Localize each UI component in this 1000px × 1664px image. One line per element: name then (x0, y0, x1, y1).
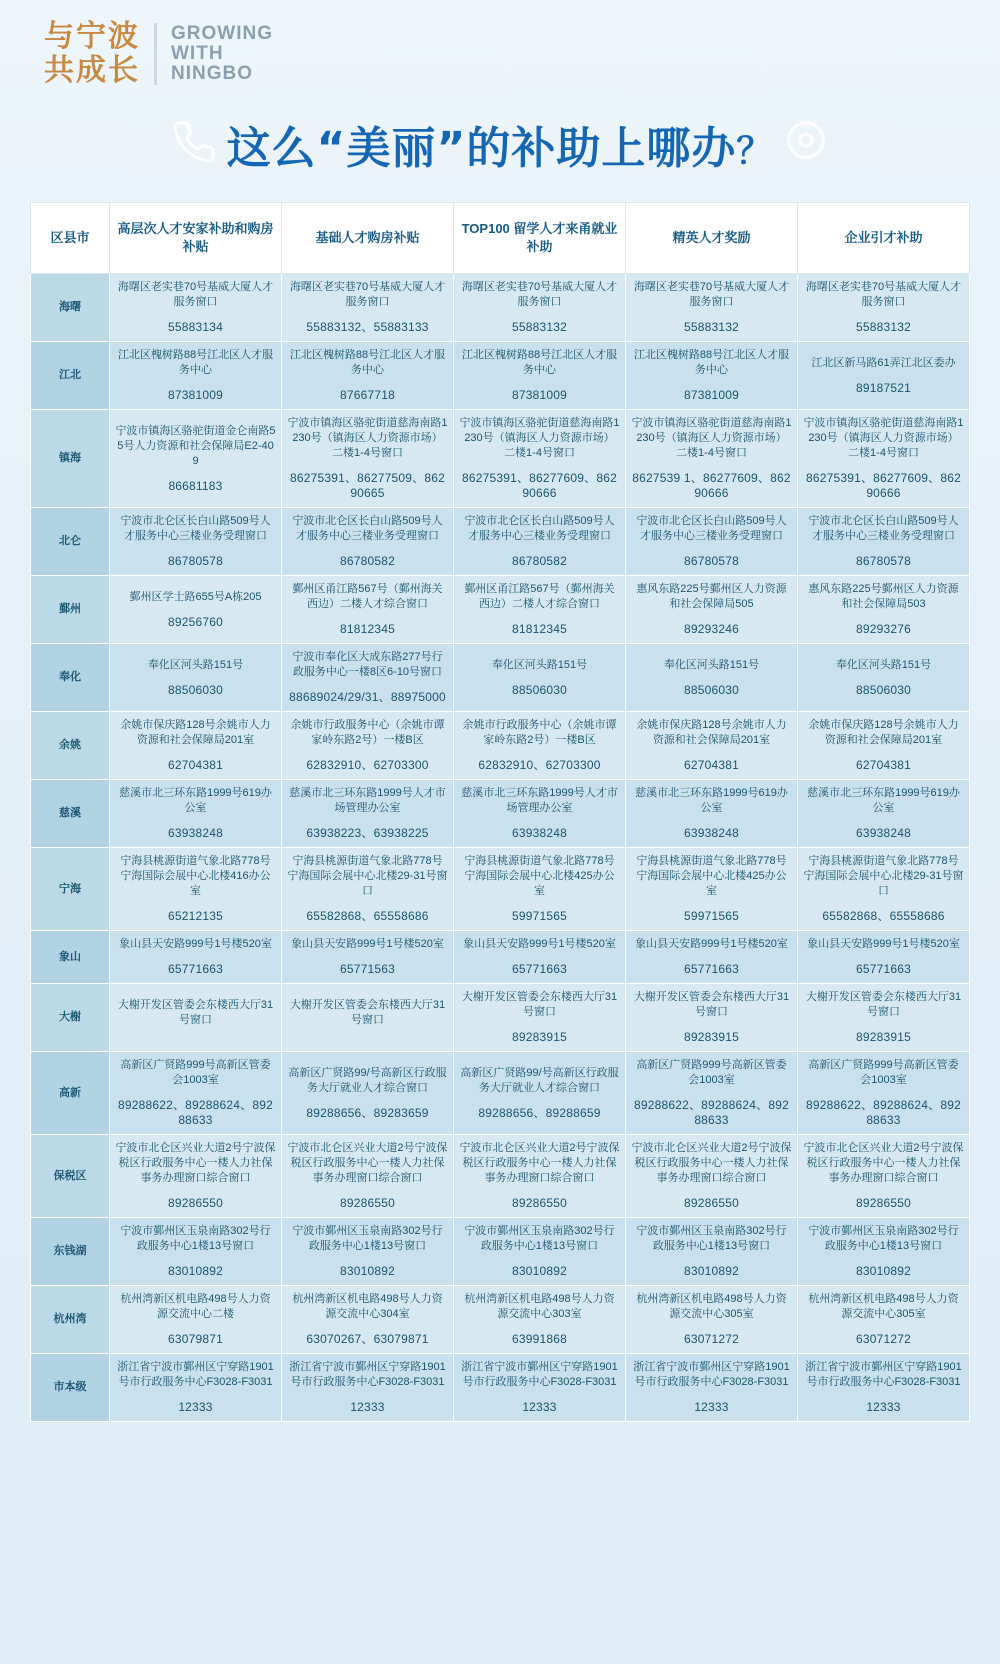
logo-english-line3: NINGBO (171, 63, 253, 84)
service-phone: 88506030 (512, 682, 567, 697)
service-address: 宁波市北仑区长白山路509号人才服务中心三楼业务受理窗口 (120, 515, 271, 542)
service-phone: 55883132 (684, 320, 739, 334)
service-phone: 65771563 (340, 962, 395, 976)
logo-english-line2: WITH (171, 43, 224, 64)
service-phone: 65771663 (684, 962, 739, 976)
title-row (0, 112, 1000, 176)
service-address: 海曙区老实巷70号基威大厦人才服务窗口 (289, 281, 446, 308)
region-label: 余姚 (31, 712, 110, 780)
region-label: 大榭 (31, 984, 110, 1052)
service-phone: 83010892 (684, 1264, 739, 1278)
service-address: 杭州湾新区机电路498号人力资源交流中心二楼 (120, 1293, 271, 1320)
region-label: 杭州湾 (31, 1286, 110, 1354)
service-phone: 63079871 (168, 1332, 223, 1346)
service-phone: 89286550 (340, 1196, 395, 1210)
table-row (31, 644, 970, 712)
service-phone: 88506030 (856, 682, 911, 697)
service-address: 宁波市奉化区大成东路277号行政服务中心一楼8区6-10号窗口 (292, 651, 443, 678)
service-phone: 63071272 (856, 1332, 911, 1346)
region-label: 奉化 (31, 644, 110, 712)
service-address: 象山县天安路999号1号楼520室 (119, 938, 272, 950)
service-phone: 89286550 (168, 1196, 223, 1210)
service-window-cell (282, 1218, 454, 1286)
service-address: 江北区槐树路88号江北区人才服务中心 (289, 349, 446, 376)
table-row (31, 508, 970, 576)
service-address: 象山县天安路999号1号楼520室 (635, 938, 788, 950)
service-address: 宁波市北仑区兴业大道2号宁波保税区行政服务中心一楼人力社保事务办理窗口综合窗口 (803, 1142, 964, 1184)
service-window-cell (454, 984, 626, 1052)
service-phone: 89293276 (856, 622, 911, 636)
location-pin-icon (783, 119, 829, 170)
page-title-text: 这么“美丽”的补助上哪办 (226, 123, 737, 174)
service-address: 高新区广贤路999号高新区管委会1003室 (636, 1059, 787, 1086)
service-window-cell (626, 1354, 798, 1422)
service-address: 海曙区老实巷70号基威大厦人才服务窗口 (633, 281, 790, 308)
service-address: 宁波市镇海区骆驼街道慈海南路1230号（镇海区人力资源市场）二楼1-4号窗口 (459, 417, 620, 459)
service-phone: 86275391、86277609、86290666 (805, 471, 961, 500)
column-header-region: 区县市 (31, 203, 110, 274)
service-phone: 89288622、89288624、89288633 (805, 1098, 961, 1127)
service-phone: 12333 (178, 1400, 213, 1414)
service-window-cell (110, 1354, 282, 1422)
region-label: 慈溪 (31, 780, 110, 848)
service-address: 奉化区河头路151号 (147, 658, 244, 671)
region-label: 东钱湖 (31, 1218, 110, 1286)
service-address: 宁波市北仑区长白山路509号人才服务中心三楼业务受理窗口 (464, 515, 615, 542)
service-phone: 65582868、65558686 (306, 909, 429, 923)
service-address: 杭州湾新区机电路498号人力资源交流中心304室 (292, 1293, 443, 1320)
service-phone: 87381009 (512, 388, 567, 402)
service-window-cell (798, 1135, 970, 1218)
service-window-cell (282, 410, 454, 508)
service-address: 象山县天安路999号1号楼520室 (291, 938, 444, 950)
service-window-cell (798, 984, 970, 1052)
service-address: 宁波市北仑区长白山路509号人才服务中心三楼业务受理窗口 (636, 515, 787, 542)
logo-chinese (44, 19, 140, 88)
service-phone: 88689024/29/31、88975000 (289, 690, 446, 704)
subsidy-table-container (30, 202, 970, 1422)
service-window-cell (798, 712, 970, 780)
service-phone: 55883132 (856, 320, 911, 334)
service-window-cell (282, 1052, 454, 1135)
service-window-cell (454, 712, 626, 780)
service-address: 大榭开发区管委会东楼西大厅31号窗口 (805, 991, 962, 1018)
service-address: 宁波市鄞州区玉泉南路302号行政服务中心1楼13号窗口 (636, 1225, 787, 1252)
service-window-cell (798, 1052, 970, 1135)
service-address: 浙江省宁波市鄞州区宁穿路1901号市行政服务中心F3028-F3031 (461, 1361, 618, 1388)
service-window-cell (626, 848, 798, 931)
service-phone: 89283915 (512, 1030, 567, 1044)
service-address: 宁波市镇海区骆驼街道慈海南路1230号（镇海区人力资源市场）二楼1-4号窗口 (803, 417, 964, 459)
service-window-cell (282, 984, 454, 1052)
table-row (31, 931, 970, 984)
region-label: 保税区 (31, 1135, 110, 1218)
service-phone: 88506030 (684, 682, 739, 697)
service-phone: 63070267、63079871 (306, 1332, 429, 1346)
service-window-cell (282, 712, 454, 780)
service-phone: 59971565 (684, 909, 739, 923)
service-phone: 65582868、65558686 (822, 909, 945, 923)
service-address: 余姚市行政服务中心（余姚市谭家岭东路2号）一楼B区 (462, 719, 617, 746)
service-address: 慈溪市北三环东路1999号619办公室 (119, 787, 272, 814)
service-window-cell (626, 1052, 798, 1135)
table-row (31, 1354, 970, 1422)
service-address: 杭州湾新区机电路498号人力资源交流中心305室 (636, 1293, 787, 1320)
service-phone: 89256760 (168, 614, 223, 629)
table-row (31, 274, 970, 342)
service-window-cell (798, 342, 970, 410)
subsidy-table (30, 202, 970, 1422)
service-window-cell (626, 984, 798, 1052)
service-phone: 62832910、62703300 (478, 758, 601, 772)
service-window-cell (282, 508, 454, 576)
service-window-cell (454, 1354, 626, 1422)
service-phone: 89288656、89288659 (478, 1105, 601, 1120)
service-phone: 62704381 (684, 758, 739, 772)
service-window-cell (282, 576, 454, 644)
service-address: 浙江省宁波市鄞州区宁穿路1901号市行政服务中心F3028-F3031 (805, 1361, 962, 1388)
logo-english (171, 24, 273, 84)
service-window-cell (282, 274, 454, 342)
phone-icon (171, 119, 217, 170)
service-phone: 63938248 (856, 826, 911, 840)
service-address: 大榭开发区管委会东楼西大厅31号窗口 (289, 998, 446, 1026)
service-address: 余姚市保庆路128号余姚市人力资源和社会保障局201室 (636, 719, 787, 746)
service-address: 宁海县桃源街道气象北路778号宁海国际会展中心北楼425办公室 (636, 855, 787, 897)
region-label: 宁海 (31, 848, 110, 931)
service-phone: 63938223、63938225 (306, 826, 429, 840)
service-phone: 62704381 (856, 758, 911, 772)
service-phone: 12333 (350, 1400, 385, 1414)
service-window-cell (454, 508, 626, 576)
service-address: 奉化区河头路151号 (663, 658, 760, 671)
service-window-cell (798, 780, 970, 848)
service-phone: 63071272 (684, 1332, 739, 1346)
service-address: 宁波市北仑区兴业大道2号宁波保税区行政服务中心一楼人力社保事务办理窗口综合窗口 (459, 1142, 620, 1184)
service-address: 宁海县桃源街道气象北路778号宁海国际会展中心北楼29-31号窗口 (287, 855, 448, 897)
service-phone: 83010892 (512, 1264, 567, 1278)
service-phone: 83010892 (856, 1264, 911, 1278)
service-phone: 86780578 (168, 554, 223, 568)
service-address: 高新区广贤路99/号高新区行政服务大厅就业人才综合窗口 (288, 1066, 447, 1094)
service-window-cell (110, 848, 282, 931)
table-header (31, 203, 970, 274)
service-phone: 86275391、86277609、86290666 (461, 471, 617, 500)
service-window-cell (454, 780, 626, 848)
service-window-cell (110, 1286, 282, 1354)
service-window-cell (282, 848, 454, 931)
service-address: 宁海县桃源街道气象北路778号宁海国际会展中心北楼29-31号窗口 (803, 855, 964, 897)
service-phone: 63938248 (512, 826, 567, 840)
service-phone: 86780578 (684, 554, 739, 568)
service-address: 慈溪市北三环东路1999号人才市场管理办公室 (461, 787, 618, 814)
service-address: 惠风东路225号鄞州区人力资源和社会保障局503 (808, 583, 959, 610)
service-phone: 89283915 (684, 1030, 739, 1044)
logo-english-line1: GROWING (171, 23, 273, 44)
region-label: 鄞州 (31, 576, 110, 644)
region-label: 象山 (31, 931, 110, 984)
service-phone: 12333 (694, 1400, 729, 1414)
table-row (31, 1218, 970, 1286)
service-phone: 55883132、55883133 (306, 320, 429, 334)
service-phone: 8627539 1、86277609、86290666 (632, 471, 791, 500)
table-header-row (31, 203, 970, 274)
service-address: 奉化区河头路151号 (835, 658, 932, 671)
service-window-cell (626, 780, 798, 848)
service-address: 大榭开发区管委会东楼西大厅31号窗口 (117, 998, 274, 1026)
service-phone: 87381009 (168, 388, 223, 402)
service-phone: 55883134 (168, 320, 223, 334)
service-address: 浙江省宁波市鄞州区宁穿路1901号市行政服务中心F3028-F3031 (633, 1361, 790, 1388)
column-header-basic-housing: 基础人才购房补贴 (282, 203, 454, 274)
service-window-cell (626, 1286, 798, 1354)
service-address: 宁海县桃源街道气象北路778号宁海国际会展中心北楼416办公室 (120, 855, 271, 897)
service-phone: 89286550 (512, 1196, 567, 1210)
service-address: 鄞州区甬江路567号（鄞州海关西边）二楼人才综合窗口 (292, 583, 443, 610)
service-window-cell (282, 644, 454, 712)
service-window-cell (798, 410, 970, 508)
service-window-cell (110, 508, 282, 576)
service-window-cell (798, 848, 970, 931)
service-phone: 88506030 (168, 682, 223, 697)
service-window-cell (454, 1218, 626, 1286)
table-row (31, 1052, 970, 1135)
service-phone: 63938248 (168, 826, 223, 840)
service-phone: 89187521 (856, 380, 911, 395)
service-window-cell (626, 712, 798, 780)
service-window-cell (454, 931, 626, 984)
service-phone: 86780582 (512, 554, 567, 568)
service-phone: 89288656、89283659 (306, 1105, 429, 1120)
service-phone: 86275391、86277509、86290665 (289, 471, 445, 500)
service-phone: 63938248 (684, 826, 739, 840)
service-address: 鄞州区学士路655号A栋205 (129, 590, 262, 603)
service-phone: 62832910、62703300 (306, 758, 429, 772)
service-window-cell (110, 931, 282, 984)
service-window-cell (626, 508, 798, 576)
service-window-cell (454, 1052, 626, 1135)
service-address: 慈溪市北三环东路1999号619办公室 (635, 787, 788, 814)
service-window-cell (626, 1218, 798, 1286)
service-window-cell (282, 1286, 454, 1354)
service-phone: 87667718 (340, 388, 395, 402)
service-window-cell (798, 1354, 970, 1422)
region-label: 海曙 (31, 274, 110, 342)
service-window-cell (110, 984, 282, 1052)
service-address: 宁海县桃源街道气象北路778号宁海国际会展中心北楼425办公室 (464, 855, 615, 897)
table-row (31, 712, 970, 780)
service-window-cell (626, 1135, 798, 1218)
service-window-cell (454, 342, 626, 410)
table-body (31, 274, 970, 1422)
service-window-cell (454, 1286, 626, 1354)
service-address: 江北区槐树路88号江北区人才服务中心 (633, 349, 790, 376)
service-address: 宁波市鄞州区玉泉南路302号行政服务中心1楼13号窗口 (464, 1225, 615, 1252)
service-phone: 87381009 (684, 388, 739, 402)
service-phone: 89288622、89288624、89288633 (633, 1098, 789, 1127)
service-phone: 65771663 (512, 962, 567, 976)
service-address: 惠风东路225号鄞州区人力资源和社会保障局505 (636, 583, 787, 610)
service-window-cell (110, 1135, 282, 1218)
service-window-cell (110, 1218, 282, 1286)
logo-divider (154, 23, 157, 85)
service-address: 海曙区老实巷70号基威大厦人才服务窗口 (805, 281, 962, 308)
service-window-cell (454, 1135, 626, 1218)
service-phone: 89286550 (856, 1196, 911, 1210)
page-title (227, 112, 774, 176)
service-phone: 89283915 (856, 1030, 911, 1044)
table-row (31, 576, 970, 644)
service-phone: 62704381 (168, 758, 223, 772)
region-label: 江北 (31, 342, 110, 410)
service-phone: 81812345 (340, 622, 395, 636)
service-window-cell (110, 644, 282, 712)
service-window-cell (454, 848, 626, 931)
service-phone: 12333 (866, 1400, 901, 1414)
service-address: 高新区广贤路99/号高新区行政服务大厅就业人才综合窗口 (460, 1066, 619, 1094)
logo-chinese-line2: 共成长 (44, 53, 140, 88)
region-label: 高新 (31, 1052, 110, 1135)
service-window-cell (110, 576, 282, 644)
service-window-cell (454, 576, 626, 644)
service-address: 宁波市北仑区长白山路509号人才服务中心三楼业务受理窗口 (808, 515, 959, 542)
service-address: 宁波市镇海区骆驼街道慈海南路1230号（镇海区人力资源市场）二楼1-4号窗口 (287, 417, 448, 459)
service-window-cell (798, 1286, 970, 1354)
service-address: 宁波市鄞州区玉泉南路302号行政服务中心1楼13号窗口 (808, 1225, 959, 1252)
column-header-highlevel-settle-housing: 高层次人才安家补助和购房补贴 (110, 203, 282, 274)
service-window-cell (110, 410, 282, 508)
service-phone: 65771663 (856, 962, 911, 976)
service-address: 海曙区老实巷70号基威大厦人才服务窗口 (461, 281, 618, 308)
service-phone: 86780582 (340, 554, 395, 568)
service-phone: 81812345 (512, 622, 567, 636)
service-address: 余姚市行政服务中心（余姚市谭家岭东路2号）一楼B区 (290, 719, 445, 746)
service-address: 宁波市镇海区骆驼街道慈海南路1230号（镇海区人力资源市场）二楼1-4号窗口 (631, 417, 792, 459)
service-window-cell (110, 342, 282, 410)
service-phone: 12333 (522, 1400, 557, 1414)
service-phone: 65771663 (168, 962, 223, 976)
table-row (31, 780, 970, 848)
service-address: 宁波市北仑区兴业大道2号宁波保税区行政服务中心一楼人力社保事务办理窗口综合窗口 (631, 1142, 792, 1184)
service-window-cell (626, 274, 798, 342)
page-title-question: ？ (736, 131, 774, 172)
table-row (31, 410, 970, 508)
service-address: 杭州湾新区机电路498号人力资源交流中心305室 (808, 1293, 959, 1320)
region-label: 镇海 (31, 410, 110, 508)
service-window-cell (798, 576, 970, 644)
service-window-cell (110, 780, 282, 848)
service-window-cell (626, 576, 798, 644)
service-address: 浙江省宁波市鄞州区宁穿路1901号市行政服务中心F3028-F3031 (117, 1361, 274, 1388)
service-window-cell (110, 712, 282, 780)
service-phone: 63991868 (512, 1332, 567, 1346)
table-row (31, 1135, 970, 1218)
column-header-top100-overseas: TOP100 留学人才来甬就业补助 (454, 203, 626, 274)
service-address: 宁波市鄞州区玉泉南路302号行政服务中心1楼13号窗口 (292, 1225, 443, 1252)
service-address: 江北区槐树路88号江北区人才服务中心 (117, 349, 274, 376)
service-window-cell (282, 342, 454, 410)
service-address: 鄞州区甬江路567号（鄞州海关西边）二楼人才综合窗口 (464, 583, 615, 610)
service-address: 高新区广贤路999号高新区管委会1003室 (120, 1059, 271, 1086)
table-row (31, 1286, 970, 1354)
service-window-cell (454, 274, 626, 342)
region-label: 北仑 (31, 508, 110, 576)
service-window-cell (454, 410, 626, 508)
column-header-elite-award: 精英人才奖励 (626, 203, 798, 274)
service-address: 高新区广贤路999号高新区管委会1003室 (808, 1059, 959, 1086)
service-phone: 59971565 (512, 909, 567, 923)
service-window-cell (454, 644, 626, 712)
service-window-cell (282, 1354, 454, 1422)
service-window-cell (626, 410, 798, 508)
service-window-cell (110, 274, 282, 342)
service-phone: 86681183 (168, 478, 223, 493)
service-phone: 83010892 (168, 1264, 223, 1278)
service-address: 浙江省宁波市鄞州区宁穿路1901号市行政服务中心F3028-F3031 (289, 1361, 446, 1388)
service-window-cell (626, 342, 798, 410)
service-address: 奉化区河头路151号 (491, 658, 588, 671)
service-address: 海曙区老实巷70号基威大厦人才服务窗口 (117, 281, 274, 308)
service-window-cell (110, 1052, 282, 1135)
service-address: 大榭开发区管委会东楼西大厅31号窗口 (461, 991, 618, 1018)
service-address: 余姚市保庆路128号余姚市人力资源和社会保障局201室 (808, 719, 959, 746)
service-address: 宁波市北仑区长白山路509号人才服务中心三楼业务受理窗口 (292, 515, 443, 542)
service-address: 慈溪市北三环东路1999号619办公室 (807, 787, 960, 814)
service-window-cell (798, 274, 970, 342)
service-address: 宁波市镇海区骆驼街道金仑南路55号人力资源和社会保障局E2-409 (115, 424, 276, 467)
service-phone: 65212135 (168, 909, 223, 923)
service-phone: 89288622、89288624、89288633 (117, 1098, 273, 1127)
service-address: 宁波市鄞州区玉泉南路302号行政服务中心1楼13号窗口 (120, 1225, 271, 1252)
service-phone: 89293246 (684, 622, 739, 636)
service-address: 江北区槐树路88号江北区人才服务中心 (461, 349, 618, 376)
service-phone: 83010892 (340, 1264, 395, 1278)
service-address: 象山县天安路999号1号楼520室 (807, 938, 960, 950)
service-address: 余姚市保庆路128号余姚市人力资源和社会保障局201室 (120, 719, 271, 746)
service-address: 江北区新马路61弄江北区委办 (811, 356, 956, 369)
service-address: 象山县天安路999号1号楼520室 (463, 938, 616, 950)
service-address: 宁波市北仑区兴业大道2号宁波保税区行政服务中心一楼人力社保事务办理窗口综合窗口 (115, 1142, 276, 1184)
service-address: 宁波市北仑区兴业大道2号宁波保税区行政服务中心一楼人力社保事务办理窗口综合窗口 (287, 1142, 448, 1184)
brand-logo (44, 19, 273, 88)
service-window-cell (626, 931, 798, 984)
logo-chinese-line1: 与宁波 (44, 19, 140, 54)
service-window-cell (798, 1218, 970, 1286)
service-address: 慈溪市北三环东路1999号人才市场管理办公室 (289, 787, 446, 814)
service-window-cell (282, 1135, 454, 1218)
service-window-cell (798, 931, 970, 984)
service-address: 大榭开发区管委会东楼西大厅31号窗口 (633, 991, 790, 1018)
table-row (31, 342, 970, 410)
table-row (31, 984, 970, 1052)
service-phone: 89286550 (684, 1196, 739, 1210)
service-phone: 86780578 (856, 554, 911, 568)
service-window-cell (626, 644, 798, 712)
region-label: 市本级 (31, 1354, 110, 1422)
service-window-cell (798, 644, 970, 712)
service-address: 杭州湾新区机电路498号人力资源交流中心303室 (464, 1293, 615, 1320)
service-window-cell (282, 780, 454, 848)
table-row (31, 848, 970, 931)
service-window-cell (798, 508, 970, 576)
column-header-enterprise-recruit: 企业引才补助 (798, 203, 970, 274)
service-window-cell (282, 931, 454, 984)
service-phone: 55883132 (512, 320, 567, 334)
